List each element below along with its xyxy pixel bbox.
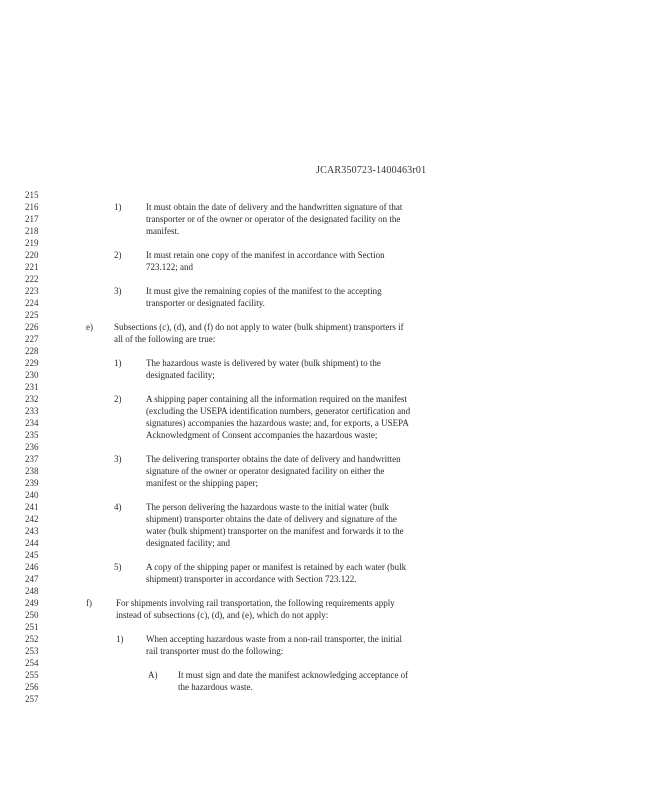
line-number: 234 (25, 418, 39, 428)
item-marker: 1) (114, 358, 122, 368)
body-line: The hazardous waste is delivered by water (bulk shipment) to the (146, 358, 381, 368)
body-line: transporter or of the owner or operator of the designated facility on the (146, 214, 401, 224)
body-line: It must give the remaining copies of the manifest to the accepting (146, 286, 382, 296)
body-line: shipment) transporter in accordance with Section 723.122. (146, 574, 357, 584)
line-number: 231 (25, 382, 39, 392)
line-number: 224 (25, 298, 39, 308)
line-number: 257 (25, 694, 39, 704)
body-line: transporter or designated facility. (146, 298, 265, 308)
body-line: When accepting hazardous waste from a non-rail transporter, the initial (146, 634, 403, 644)
line-number: 240 (25, 490, 39, 500)
item-marker: 3) (114, 286, 122, 296)
body-line: Subsections (c), (d), and (f) do not apply to water (bulk shipment) transporters if (114, 322, 404, 332)
line-number: 256 (25, 682, 39, 692)
body-line: rail transporter must do the following: (146, 646, 284, 656)
line-number: 238 (25, 466, 39, 476)
body-line: For shipments involving rail transportation, the following requirements apply (116, 598, 395, 608)
line-number: 230 (25, 370, 39, 380)
line-number: 236 (25, 442, 39, 452)
item-marker: 2) (114, 250, 122, 260)
line-number: 254 (25, 658, 39, 668)
line-number: 253 (25, 646, 39, 656)
line-number: 222 (25, 274, 39, 284)
subsection-marker: e) (86, 322, 93, 332)
line-number: 248 (25, 586, 39, 596)
line-number: 219 (25, 238, 39, 248)
line-number: 223 (25, 286, 39, 296)
body-line: designated facility; (146, 370, 215, 380)
body-line: manifest or the shipping paper; (146, 478, 258, 488)
line-number: 244 (25, 538, 39, 548)
body-line: the hazardous waste. (178, 682, 253, 692)
body-line: instead of subsections (c), (d), and (e), which do not apply: (116, 610, 329, 620)
line-number: 226 (25, 322, 39, 332)
item-marker: 2) (114, 394, 122, 404)
line-number: 215 (25, 190, 39, 200)
body-line: signatures) accompanies the hazardous waste; and, for exports, a USEPA (146, 418, 409, 428)
line-number: 243 (25, 526, 39, 536)
body-line: The person delivering the hazardous waste to the initial water (bulk (146, 502, 389, 512)
body-line: 723.122; and (146, 262, 193, 272)
line-number: 235 (25, 430, 39, 440)
line-number: 216 (25, 202, 39, 212)
line-number: 218 (25, 226, 39, 236)
line-number: 251 (25, 622, 39, 632)
body-line: (excluding the USEPA identification numbers, generator certification and (146, 406, 411, 416)
line-number: 250 (25, 610, 39, 620)
item-marker: 1) (116, 634, 124, 644)
line-number: 233 (25, 406, 39, 416)
line-number: 217 (25, 214, 39, 224)
line-number: 232 (25, 394, 39, 404)
body-line: all of the following are true: (114, 334, 216, 344)
line-number: 221 (25, 262, 39, 272)
document-header: JCAR350723-1400463r01 (316, 165, 427, 176)
line-number: 242 (25, 514, 39, 524)
line-number: 225 (25, 310, 39, 320)
line-number: 227 (25, 334, 39, 344)
body-line: Acknowledgment of Consent accompanies the hazardous waste; (146, 430, 378, 440)
body-line: The delivering transporter obtains the date of delivery and handwritten (146, 454, 401, 464)
item-marker: 1) (114, 202, 122, 212)
line-number: 252 (25, 634, 39, 644)
item-marker: 3) (114, 454, 122, 464)
body-line: manifest. (146, 226, 180, 236)
body-line: It must retain one copy of the manifest in accordance with Section (146, 250, 385, 260)
body-line: signature of the owner or operator designated facility on either the (146, 466, 385, 476)
line-number: 249 (25, 598, 39, 608)
line-number: 246 (25, 562, 39, 572)
body-line: It must obtain the date of delivery and the handwritten signature of that (146, 202, 403, 212)
line-number: 239 (25, 478, 39, 488)
body-line: A shipping paper containing all the information required on the manifest (146, 394, 407, 404)
body-line: designated facility; and (146, 538, 230, 548)
line-number: 228 (25, 346, 39, 356)
line-number: 245 (25, 550, 39, 560)
line-number: 237 (25, 454, 39, 464)
line-number: 247 (25, 574, 39, 584)
body-line: It must sign and date the manifest acknowledging acceptance of (178, 670, 409, 680)
body-line: water (bulk shipment) transporter on the manifest and forwards it to the (146, 526, 404, 536)
item-marker: 4) (114, 502, 122, 512)
line-number: 220 (25, 250, 39, 260)
line-number: 241 (25, 502, 39, 512)
body-line: A copy of the shipping paper or manifest is retained by each water (bulk (146, 562, 407, 572)
line-number: 255 (25, 670, 39, 680)
line-number: 229 (25, 358, 39, 368)
body-line: shipment) transporter obtains the date of delivery and signature of the (146, 514, 397, 524)
item-marker: 5) (114, 562, 122, 572)
subitem-marker: A) (148, 670, 158, 680)
subsection-marker: f) (86, 598, 92, 608)
